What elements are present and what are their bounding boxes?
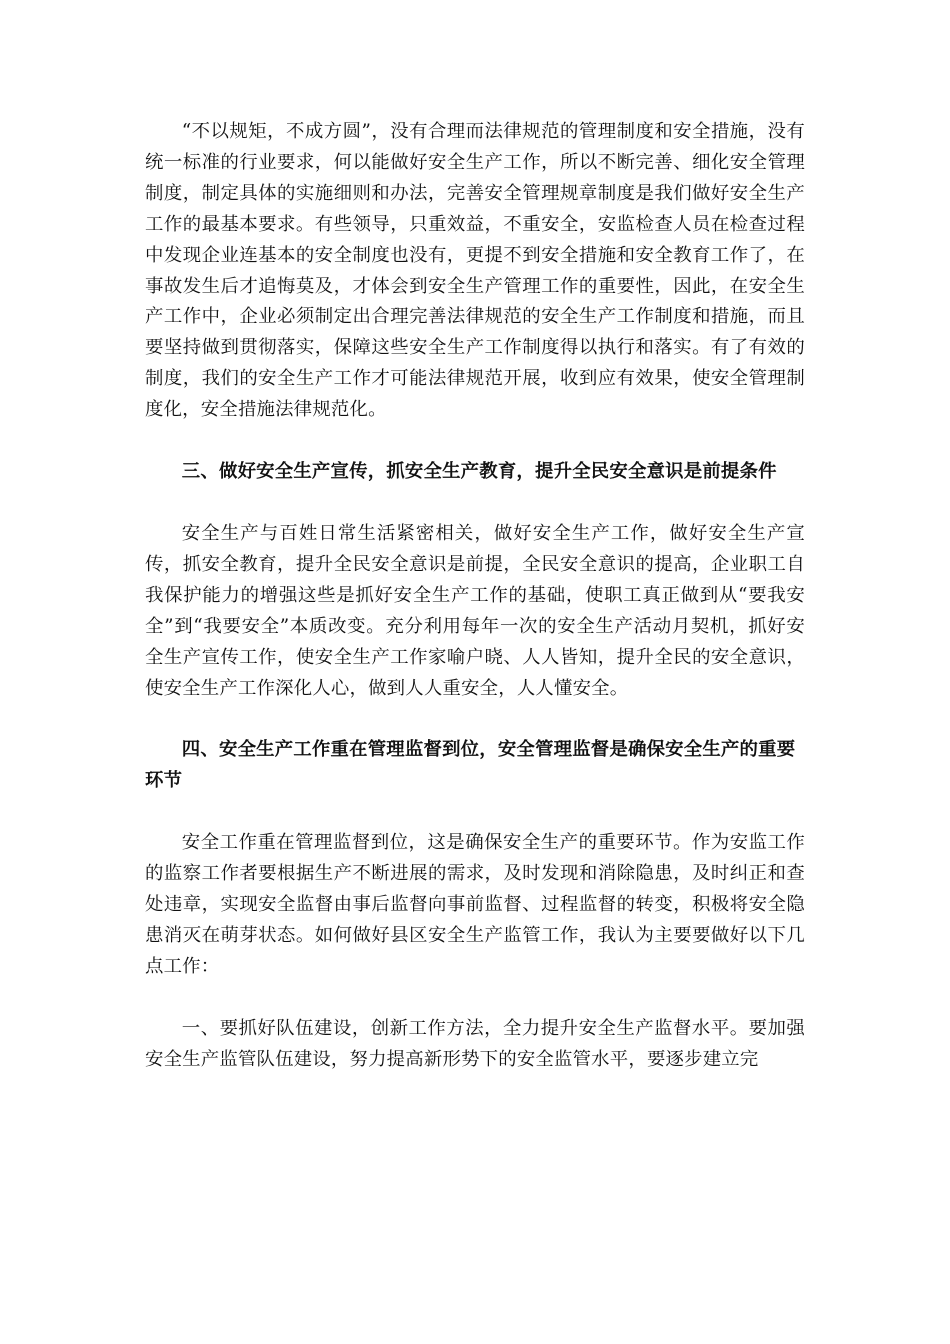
section-heading-4: 四、安全生产工作重在管理监督到位，安全管理监督是确保安全生产的重要环节 xyxy=(145,739,796,792)
body-paragraph-team-building: 一、要抓好队伍建设，创新工作方法，全力提升安全生产监督水平。要加强安全生产监管队伍建设，努力提高新形势下的安全监管水平，要逐步建立完 xyxy=(145,1017,805,1070)
body-paragraph-safety-publicity: 安全生产与百姓日常生活紧密相关，做好安全生产工作，做好安全生产宣传，抓安全教育，提升全民安全意识是前提，全民安全意识的提高，企业职工自我保护能力的增强这些是抓好安全生产工作的基础，使职工真正做到从“要我安全”到“我要安全”本质改变。充分利用每年一次的安全生产活动月契机，抓好安全生产宣传工作，使安全生产工作家喻户晓、人人皆知，提升全民的安全意识，使安全生产工作深化人心，做到人人重安全，人人懂安全。 xyxy=(145,522,805,699)
body-paragraph-rules-and-systems: “不以规矩，不成方圆”，没有合理而法律规范的管理制度和安全措施，没有统一标准的行业要求，何以能做好安全生产工作，所以不断完善、细化安全管理制度，制定具体的实施细则和办法，完善安全管理规章制度是我们做好安全生产工作的最基本要求。有些领导，只重效益，不重安全，安监检查人员在检查过程中发现企业连基本的安全制度也没有，更提不到安全措施和安全教育工作了，在事故发生后才追悔莫及，才体会到安全生产管理工作的重要性，因此，在安全生产工作中，企业必须制定出合理完善法律规范的安全生产工作制度和措施，而且要坚持做到贯彻落实，保障这些安全生产工作制度得以执行和落实。有了有效的制度，我们的安全生产工作才可能法律规范开展，收到应有效果，使安全管理制度化，安全措施法律规范化。 xyxy=(145,121,805,421)
document-page xyxy=(145,117,805,1076)
body-paragraph-supervision: 安全工作重在管理监督到位，这是确保安全生产的重要环节。作为安监工作的监察工作者要根据生产不断进展的需求，及时发现和消除隐患，及时纠正和查处违章，实现安全监督由事后监督向事前监督、过程监督的转变，积极将安全隐患消灭在萌芽状态。如何做好县区安全生产监管工作，我认为主要要做好以下几点工作： xyxy=(145,832,805,977)
section-heading-3: 三、做好安全生产宣传，抓安全生产教育，提升全民安全意识是前提条件 xyxy=(181,461,777,483)
